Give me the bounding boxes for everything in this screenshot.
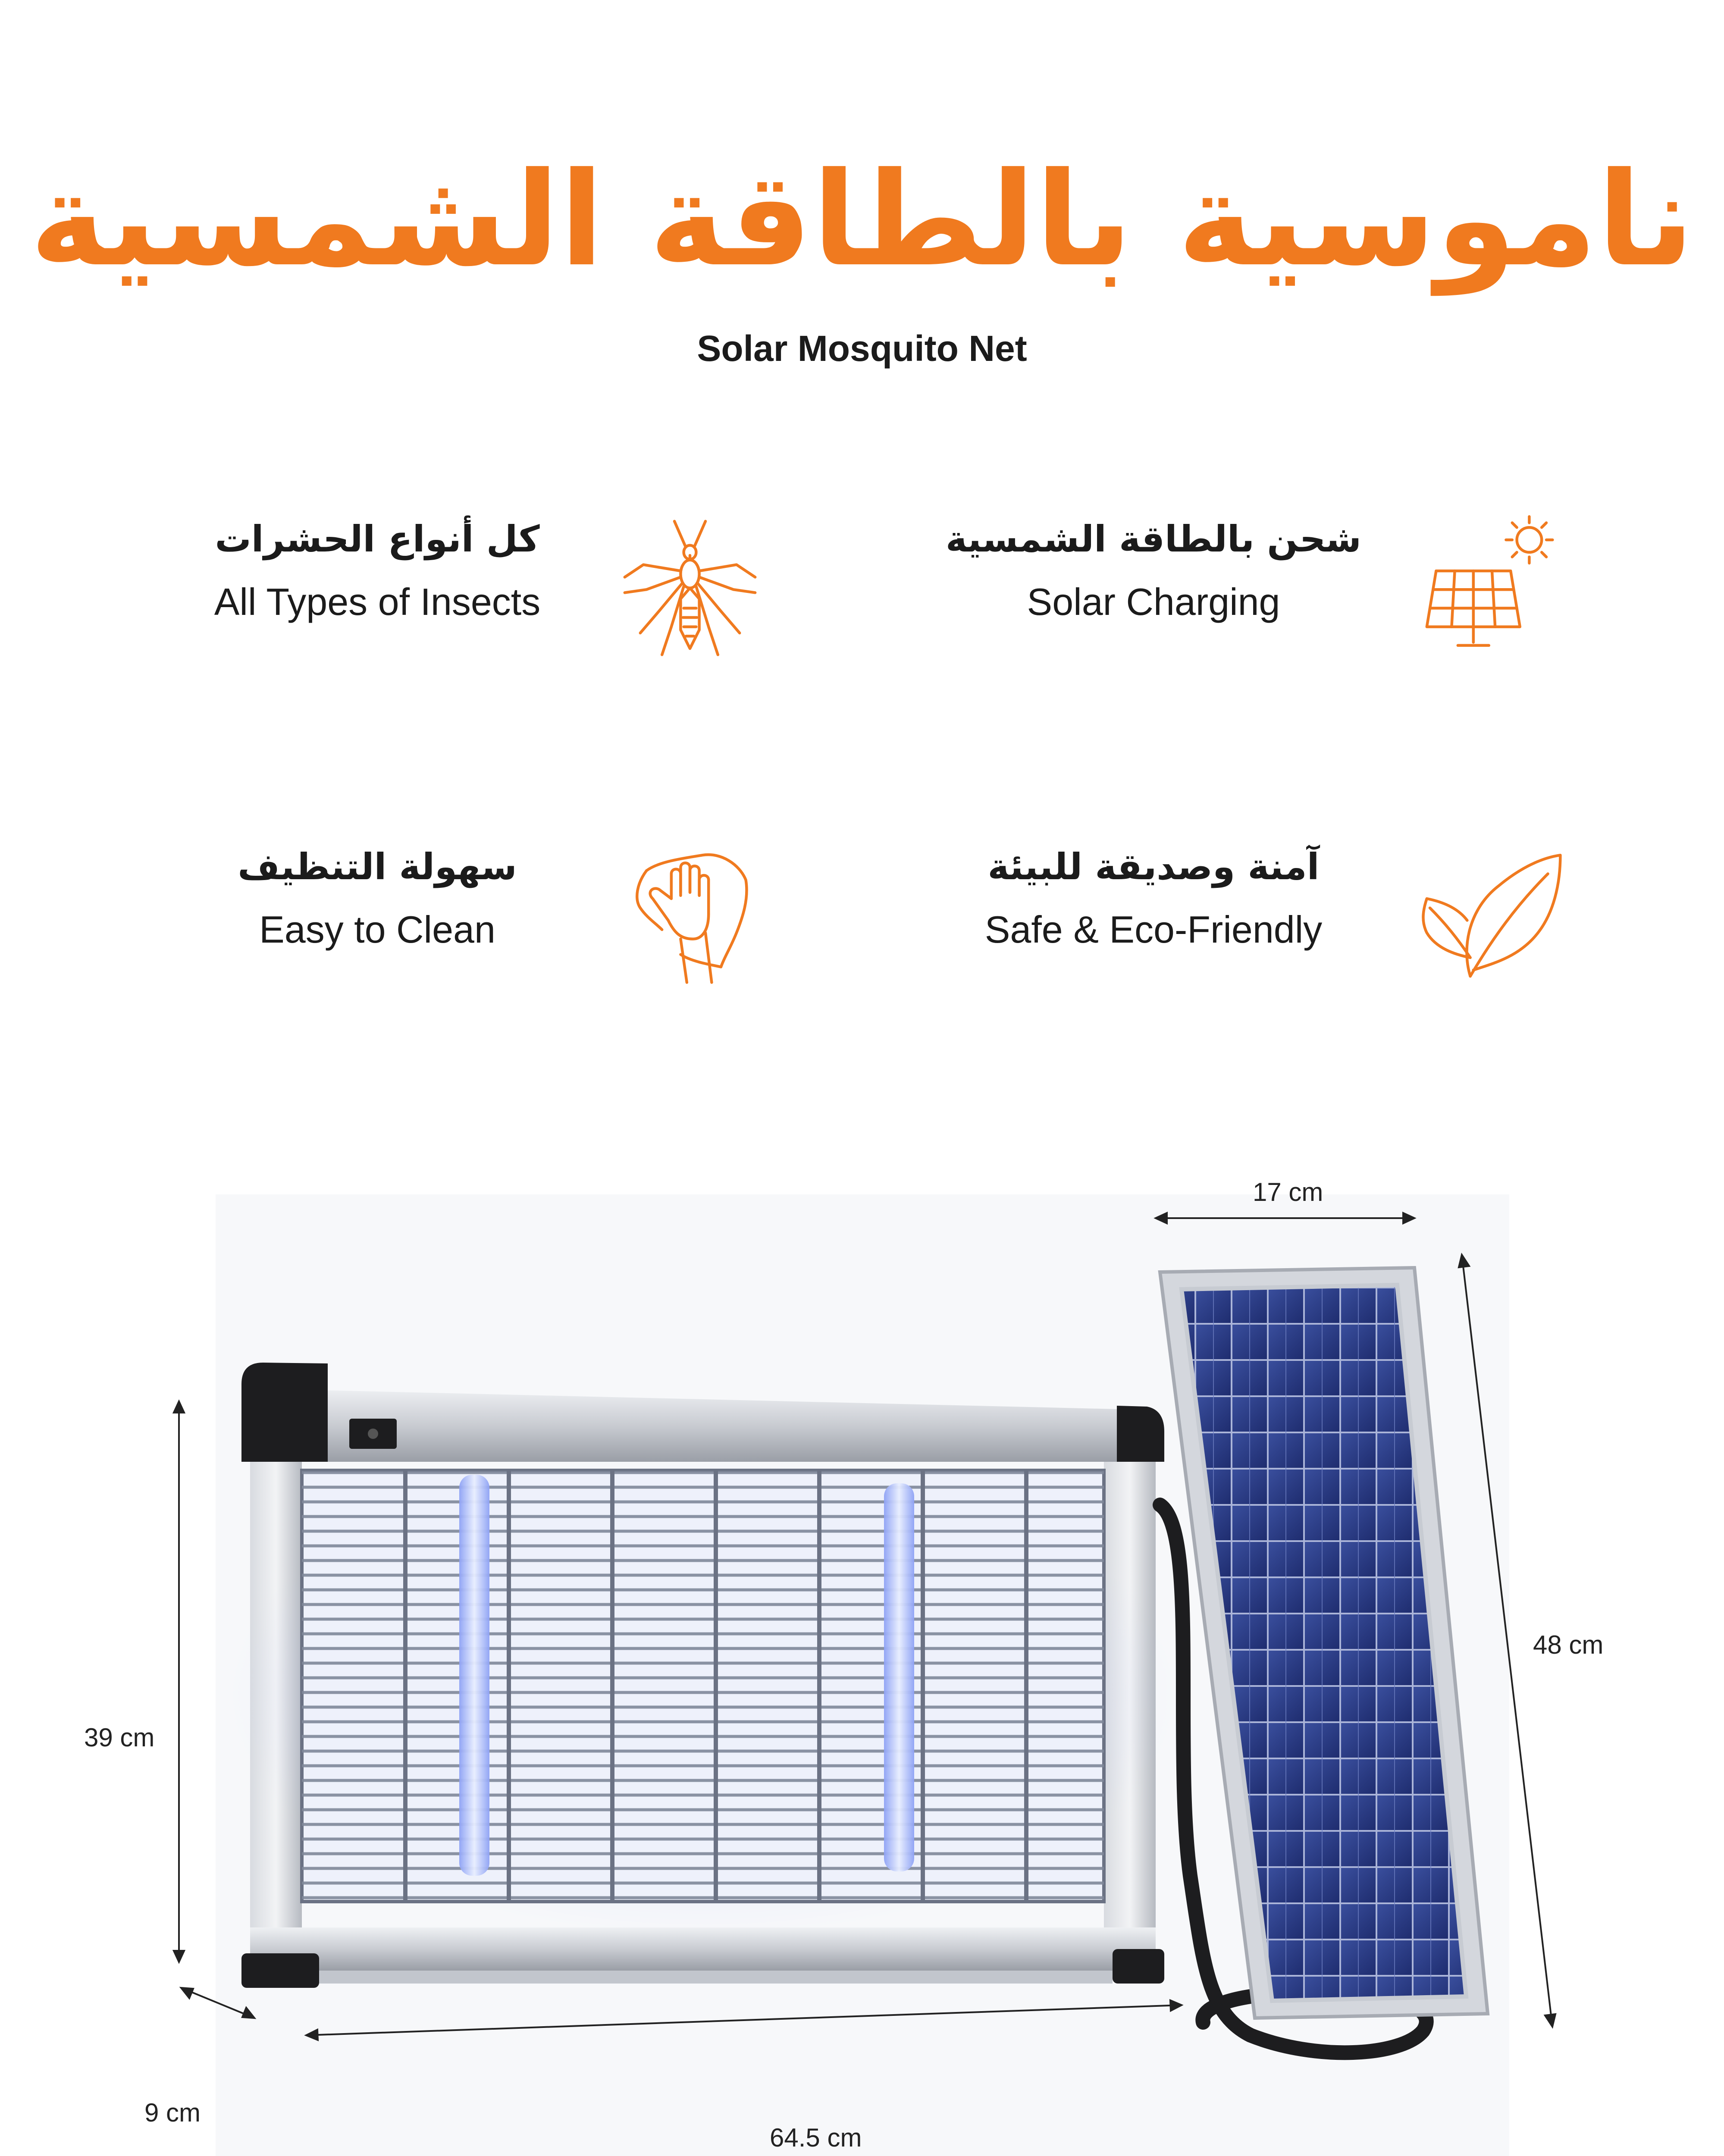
feature-clean-en: Easy to Clean — [259, 908, 495, 951]
mosquito-icon — [612, 509, 768, 664]
trap-height-label: 39 cm — [84, 1723, 155, 1752]
feature-eco-ar: آمنة وصديقة للبيئة — [987, 846, 1320, 888]
panel-height-label: 48 cm — [1533, 1630, 1604, 1659]
page-title-arabic: ناموسية بالطاقة الشمسية — [29, 144, 1695, 295]
trap-depth-label: 9 cm — [144, 2098, 201, 2127]
panel-width-label: 17 cm — [1253, 1178, 1323, 1206]
hand-cloth-icon — [612, 837, 768, 992]
solar-panel-icon — [1414, 509, 1570, 664]
feature-eco-en: Safe & Eco-Friendly — [984, 908, 1323, 951]
feature-solar-en: Solar Charging — [1027, 580, 1280, 623]
feature-clean-ar: سهولة التنظيف — [238, 846, 517, 888]
feature-insects-ar: كل أنواع الحشرات — [215, 518, 540, 560]
feature-insects-en: All Types of Insects — [214, 580, 541, 623]
mosquito-trap-device — [229, 1363, 1177, 1988]
product-illustration — [0, 1143, 1724, 2156]
leaf-icon — [1414, 837, 1570, 992]
feature-solar-ar: شحن بالطاقة الشمسية — [946, 518, 1361, 560]
trap-width-label: 64.5 cm — [770, 2123, 862, 2152]
page-title-english: Solar Mosquito Net — [697, 328, 1027, 369]
